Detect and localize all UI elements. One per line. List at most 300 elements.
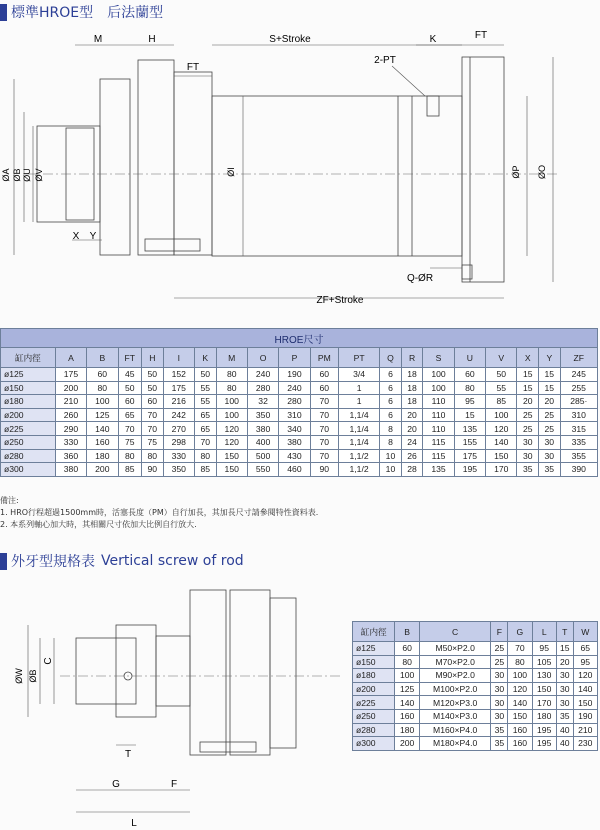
rod-table-cell: 140	[395, 696, 419, 710]
hroe-table-cell: 90	[310, 463, 338, 477]
hroe-table-cell: 380	[279, 435, 310, 449]
hroe-table-cell: 1,1/4	[339, 408, 380, 422]
hroe-table-cell: 70	[310, 422, 338, 436]
title-bar-marker	[0, 4, 7, 21]
dim-zf-label: ZF+Stroke	[316, 295, 364, 306]
dim-w-label: ØW	[14, 668, 24, 684]
rod-table-cell: 150	[508, 709, 532, 723]
hroe-table-cell: 150	[216, 463, 247, 477]
hroe-table-cell: 70	[310, 408, 338, 422]
dim-t-label: T	[124, 749, 132, 760]
hroe-table-cell: 50	[194, 368, 216, 382]
hroe-table-cell: 1	[339, 395, 380, 409]
hroe-table-cell: 1,1/2	[339, 463, 380, 477]
hroe-table-cell: 125	[87, 408, 118, 422]
hroe-table-cell: 90	[142, 463, 164, 477]
hroe-table-header-cell: X	[517, 348, 539, 368]
hroe-table-body	[1, 368, 598, 477]
rod-table-header-cell: T	[556, 622, 573, 642]
hroe-table-cell: 335	[560, 435, 597, 449]
rod-subtitle: Vertical screw of rod	[101, 553, 244, 569]
hroe-table-cell: 75	[118, 435, 142, 449]
hroe-table-cell: 15	[454, 408, 485, 422]
hroe-table-cell: 285·	[560, 395, 597, 409]
rod-table-cell: M100×P2.0	[419, 682, 491, 696]
hroe-table-cell: 60	[142, 395, 164, 409]
hroe-table-cell: 135	[423, 463, 454, 477]
hroe-table-cell: 55	[194, 381, 216, 395]
rod-table-cell: 80	[508, 655, 532, 669]
hroe-table-cell: 80	[216, 381, 247, 395]
hroe-table-cell: 100	[423, 368, 454, 382]
rod-table-header-cell: C	[419, 622, 491, 642]
hroe-table-cell: 55	[194, 395, 216, 409]
hroe-table-header-cell: I	[163, 348, 194, 368]
tie-rod-bolt-2	[200, 742, 256, 752]
dim-f-label: F	[170, 779, 178, 790]
rod-table-cell: 100	[508, 669, 532, 683]
hroe-table-row	[1, 435, 598, 449]
hroe-table-header-cell: 缸内徑	[1, 348, 56, 368]
hroe-table-header-cell: P	[279, 348, 310, 368]
hroe-table-cell: 240	[247, 368, 278, 382]
dim-h-label: H	[148, 34, 156, 45]
rod-table-cell: 195	[532, 723, 556, 737]
rod-table-cell: 30	[556, 682, 573, 696]
hroe-table-cell: 1	[339, 381, 380, 395]
hroe-table-header-cell: R	[401, 348, 423, 368]
rod-table-cell: 70	[508, 642, 532, 656]
hroe-table-cell: 500	[247, 449, 278, 463]
note-item: 1. HRO行程超過1500mm時，活塞長度（PM）自行加長，其加長尺寸請參閱特性資料表.	[0, 508, 319, 517]
rod-table-cell: 140	[573, 682, 597, 696]
rod-table-cell: 40	[556, 723, 573, 737]
hroe-table-header-cell: ZF	[560, 348, 597, 368]
hroe-table-cell: 360	[55, 449, 86, 463]
dim-l-label: L	[131, 818, 137, 829]
hroe-table-cell: 15	[517, 381, 539, 395]
hroe-table-cell: 110	[423, 422, 454, 436]
hroe-table-header-cell: V	[486, 348, 517, 368]
hroe-table-cell: 140	[87, 422, 118, 436]
rod-table-row	[353, 682, 598, 696]
rod-table-cell: 30	[556, 669, 573, 683]
hroe-table-cell: 175	[163, 381, 194, 395]
rod-table-header-cell: G	[508, 622, 532, 642]
rod-table-cell: 180	[532, 709, 556, 723]
rod-table-header-cell: F	[491, 622, 508, 642]
hroe-table-cell: 6	[380, 381, 402, 395]
hroe-table-caption: HROE尺寸	[1, 329, 598, 348]
rod-table-cell: 25	[491, 655, 508, 669]
hroe-table-cell: 315	[560, 422, 597, 436]
rod-table-cell: 170	[532, 696, 556, 710]
hroe-table-cell: 400	[247, 435, 278, 449]
hroe-table-cell: 340	[279, 422, 310, 436]
rod-table-cell: 160	[508, 723, 532, 737]
rod-table-row	[353, 655, 598, 669]
rod-table-cell: M90×P2.0	[419, 669, 491, 683]
dim-m-label: M	[93, 34, 103, 45]
rod-table-cell: M120×P3.0	[419, 696, 491, 710]
section-title-hroe	[0, 1, 163, 23]
hroe-table-cell: 60	[310, 381, 338, 395]
rod-table-cell: 130	[532, 669, 556, 683]
hroe-table-row	[1, 408, 598, 422]
hroe-table-cell: 85	[194, 463, 216, 477]
rod-table-body	[353, 642, 598, 751]
rear-flange	[462, 57, 504, 282]
hroe-subtitle: 后法蘭型	[107, 5, 164, 21]
hroe-dimension-table	[0, 328, 598, 477]
hroe-table-cell: 20	[401, 422, 423, 436]
rod-table-cell: M160×P4.0	[419, 723, 491, 737]
hroe-table-cell: 120	[486, 422, 517, 436]
hroe-table-cell: 115	[423, 449, 454, 463]
hroe-table-cell: 80	[87, 381, 118, 395]
rod-table-cell: 35	[556, 709, 573, 723]
hroe-table-header-cell: PT	[339, 348, 380, 368]
hroe-table-cell: 45	[118, 368, 142, 382]
hroe-table-header-cell: O	[247, 348, 278, 368]
rod-table-cell: 60	[395, 642, 419, 656]
dim-x-label: X	[72, 231, 80, 242]
hroe-table-cell: 160	[87, 435, 118, 449]
rod-table-row	[353, 709, 598, 723]
rod-table-cell: 160	[508, 737, 532, 751]
rod-table-cell: 80	[395, 655, 419, 669]
title-bar-marker	[0, 553, 7, 570]
dim-y-label: Y	[89, 231, 97, 242]
hroe-table-header-cell: PM	[310, 348, 338, 368]
cylinder-body	[270, 598, 296, 748]
hroe-table-cell: 350	[247, 408, 278, 422]
hroe-table-cell: 25	[517, 408, 539, 422]
hroe-table-cell: 290	[55, 422, 86, 436]
hroe-table-cell: 70	[142, 422, 164, 436]
hroe-table-cell: 390	[560, 463, 597, 477]
hroe-table-cell: 355	[560, 449, 597, 463]
hroe-table-header-cell: Y	[539, 348, 561, 368]
rod-table-cell: 210	[573, 723, 597, 737]
hroe-table-cell: 200	[87, 463, 118, 477]
dim-2pt-label: 2-PT	[374, 55, 396, 66]
hroe-table-cell: 35	[539, 463, 561, 477]
rod-table-cell: 15	[556, 642, 573, 656]
hroe-table-cell: 190	[279, 368, 310, 382]
rod-table-cell: 190	[573, 709, 597, 723]
hroe-table-cell: 8	[380, 422, 402, 436]
rod-table-cell: ø225	[353, 696, 395, 710]
rod-screw-table	[352, 621, 598, 751]
hroe-table-cell: 35	[517, 463, 539, 477]
rod-table-cell: 35	[491, 723, 508, 737]
hroe-table-cell: 135	[454, 422, 485, 436]
hroe-table-cell: 18	[401, 395, 423, 409]
hroe-table-cell: 150	[216, 449, 247, 463]
rod-table-cell: ø250	[353, 709, 395, 723]
hroe-table-cell: 20	[539, 395, 561, 409]
rod-table-cell: 125	[395, 682, 419, 696]
hroe-table-cell: 3/4	[339, 368, 380, 382]
rod-table-cell: ø150	[353, 655, 395, 669]
dim-stroke-label: S+Stroke	[269, 34, 311, 45]
hroe-table-cell: 120	[216, 435, 247, 449]
hroe-table-header-cell: U	[454, 348, 485, 368]
rod-table-cell: 180	[395, 723, 419, 737]
dim-ft-mid-label: FT	[186, 62, 200, 73]
hroe-table-cell: 242	[163, 408, 194, 422]
hroe-table-cell: 26	[401, 449, 423, 463]
hroe-table-cell: 50	[142, 381, 164, 395]
hroe-table-cell: 100	[216, 408, 247, 422]
rod-table-cell: 30	[491, 696, 508, 710]
hroe-table-cell: 100	[87, 395, 118, 409]
hroe-table-cell: 85	[486, 395, 517, 409]
hroe-table-cell: 70	[310, 435, 338, 449]
hroe-table-cell: 255	[560, 381, 597, 395]
rod-table-row	[353, 696, 598, 710]
dim-p-label: ØP	[511, 165, 521, 179]
dim-c-label: C	[43, 657, 54, 665]
hroe-table-cell: 70	[194, 435, 216, 449]
rod-table-cell: 195	[532, 737, 556, 751]
rod-table-cell: 150	[573, 696, 597, 710]
hroe-table-row	[1, 395, 598, 409]
hroe-table-cell: 200	[55, 381, 86, 395]
notes-block	[0, 495, 318, 531]
hroe-table-cell: 245	[560, 368, 597, 382]
hroe-table-cell: ø250	[1, 435, 56, 449]
hroe-table-cell: 195	[454, 463, 485, 477]
rod-table-cell: ø300	[353, 737, 395, 751]
port-2pt	[427, 96, 439, 116]
rod-table-cell: 140	[508, 696, 532, 710]
hroe-table-cell: 20	[401, 408, 423, 422]
hroe-table-cell: 70	[142, 408, 164, 422]
rod-table-header-row	[353, 622, 598, 642]
rod-table-cell: 30	[491, 682, 508, 696]
hroe-table-cell: 280	[279, 395, 310, 409]
hroe-table-cell: 430	[279, 449, 310, 463]
hroe-table-cell: 298	[163, 435, 194, 449]
rod-screw-drawing	[0, 580, 345, 830]
hroe-table-cell: 70	[118, 422, 142, 436]
hroe-table-cell: 170	[486, 463, 517, 477]
hroe-table-cell: 550	[247, 463, 278, 477]
hroe-cylinder-drawing	[0, 24, 600, 324]
hroe-table-cell: 20	[517, 395, 539, 409]
hroe-table-row	[1, 422, 598, 436]
hroe-table-cell: 50	[486, 368, 517, 382]
hroe-table-cell: 60	[118, 395, 142, 409]
hroe-table-cell: 380	[247, 422, 278, 436]
dim-k-label: K	[429, 34, 437, 45]
hroe-table-cell: 80	[216, 368, 247, 382]
hroe-table-cell: 210	[55, 395, 86, 409]
section-title-rod	[0, 550, 244, 572]
dim-u-label: ØU	[22, 168, 32, 182]
hroe-table-header-cell: S	[423, 348, 454, 368]
hroe-table-cell: 80	[142, 449, 164, 463]
rod-table-cell: ø200	[353, 682, 395, 696]
hroe-table-cell: 65	[194, 408, 216, 422]
hroe-table-cell: 8	[380, 435, 402, 449]
notes-heading: 備注:	[0, 496, 19, 505]
rod-table-cell: ø280	[353, 723, 395, 737]
hroe-table-header-cell: A	[55, 348, 86, 368]
rod-table-header-cell: W	[573, 622, 597, 642]
rod-collar	[156, 636, 190, 706]
hroe-table-cell: 15	[539, 368, 561, 382]
hroe-table-cell: 1,1/4	[339, 422, 380, 436]
hroe-table-cell: 1,1/4	[339, 435, 380, 449]
rod-table-cell: 95	[573, 655, 597, 669]
hroe-table-cell: 25	[539, 422, 561, 436]
rod-table-cell: 65	[573, 642, 597, 656]
rod-table-cell: 230	[573, 737, 597, 751]
hroe-table-cell: 30	[539, 449, 561, 463]
hroe-table-cell: 60	[310, 368, 338, 382]
head-plate	[174, 72, 212, 255]
hroe-table-cell: 120	[216, 422, 247, 436]
hroe-table-cell: 260	[55, 408, 86, 422]
hroe-table-header-cell: FT	[118, 348, 142, 368]
dim-qr-label: Q-ØR	[406, 273, 434, 284]
dim-g-label: G	[112, 779, 120, 790]
hroe-table-cell: 60	[454, 368, 485, 382]
rod-table-cell: 160	[395, 709, 419, 723]
hroe-table-cell: 380	[55, 463, 86, 477]
hroe-table-header-cell: Q	[380, 348, 402, 368]
rod-table-cell: ø180	[353, 669, 395, 683]
hroe-table-cell: 10	[380, 463, 402, 477]
hroe-table-header-row	[1, 348, 598, 368]
rod-table-header-cell: L	[532, 622, 556, 642]
hroe-table-cell: 80	[118, 449, 142, 463]
dim-i-label: ØI	[226, 167, 236, 177]
hroe-table-cell: 100	[486, 408, 517, 422]
dim-ft-top-label: FT	[474, 30, 488, 41]
hroe-table-cell: 175	[454, 449, 485, 463]
hroe-table-header-cell: B	[87, 348, 118, 368]
hroe-table-cell: 65	[118, 408, 142, 422]
rod-table-cell: ø125	[353, 642, 395, 656]
hroe-table-cell: 110	[423, 408, 454, 422]
hroe-table-cell: 95	[454, 395, 485, 409]
rod-table-cell: 20	[556, 655, 573, 669]
hroe-table-cell: 152	[163, 368, 194, 382]
rod-table-cell: 120	[508, 682, 532, 696]
hroe-table-cell: 85	[118, 463, 142, 477]
hroe-table-cell: 240	[279, 381, 310, 395]
hroe-table-cell: 350	[163, 463, 194, 477]
rod-table-cell: 30	[556, 696, 573, 710]
rod-table-row	[353, 669, 598, 683]
rod-table-header-cell: B	[395, 622, 419, 642]
rod-table-cell: 105	[532, 655, 556, 669]
hroe-table-cell: 6	[380, 368, 402, 382]
rod-table-cell: 25	[491, 642, 508, 656]
rod-table-cell: 40	[556, 737, 573, 751]
hroe-table-row	[1, 368, 598, 382]
hroe-table-cell: ø280	[1, 449, 56, 463]
tie-rod-bolt	[145, 239, 200, 251]
hroe-table-cell: 280	[247, 381, 278, 395]
hroe-table-cell: 75	[142, 435, 164, 449]
hroe-table-cell: 18	[401, 368, 423, 382]
rod-table-cell: 30	[491, 669, 508, 683]
rod-title: 外牙型規格表	[11, 554, 95, 570]
hroe-table-header-cell: K	[194, 348, 216, 368]
hroe-table-cell: ø125	[1, 368, 56, 382]
hroe-table-cell: ø150	[1, 381, 56, 395]
rod-table-cell: M140×P3.0	[419, 709, 491, 723]
dim-a-label: ØA	[1, 168, 11, 182]
hroe-table-cell: 70	[310, 395, 338, 409]
hroe-table-cell: 65	[194, 422, 216, 436]
hroe-table-cell: 110	[423, 395, 454, 409]
hroe-table-cell: 460	[279, 463, 310, 477]
hroe-table-header-cell: H	[142, 348, 164, 368]
hroe-table-cell: 10	[380, 449, 402, 463]
hroe-table-cell: 28	[401, 463, 423, 477]
hroe-table-cell: 25	[539, 408, 561, 422]
hroe-table-cell: 100	[423, 381, 454, 395]
hroe-table-cell: 15	[539, 381, 561, 395]
hroe-table-header-cell: M	[216, 348, 247, 368]
hroe-table-cell: 30	[539, 435, 561, 449]
rod-table-row	[353, 723, 598, 737]
hroe-table-row	[1, 381, 598, 395]
hroe-table-cell: 1,1/2	[339, 449, 380, 463]
hroe-table-row	[1, 463, 598, 477]
hroe-table-cell: ø180	[1, 395, 56, 409]
hroe-table-cell: 180	[87, 449, 118, 463]
hroe-table-row	[1, 449, 598, 463]
dim-o-label: ØO	[537, 164, 547, 180]
hroe-table-cell: 55	[486, 381, 517, 395]
hroe-table-cell: 310	[279, 408, 310, 422]
hroe-table-cell: 330	[55, 435, 86, 449]
rod-table-cell: 200	[395, 737, 419, 751]
hroe-table-cell: 80	[454, 381, 485, 395]
hroe-table-cell: 25	[517, 422, 539, 436]
hroe-table-cell: 270	[163, 422, 194, 436]
rod-table-cell: 100	[395, 669, 419, 683]
threaded-rod-end	[76, 638, 136, 704]
dim-v-label: ØV	[34, 168, 44, 182]
hroe-table-cell: 50	[118, 381, 142, 395]
hroe-table-cell: 50	[142, 368, 164, 382]
rod-table-row	[353, 642, 598, 656]
hroe-table-cell: 175	[55, 368, 86, 382]
rod-table-cell: M50×P2.0	[419, 642, 491, 656]
rod-table-cell: 150	[532, 682, 556, 696]
hroe-table-cell: 150	[486, 449, 517, 463]
hroe-table-cell: ø300	[1, 463, 56, 477]
hroe-table-cell: 60	[87, 368, 118, 382]
hroe-table-cell: 100	[216, 395, 247, 409]
rod-table-row	[353, 737, 598, 751]
front-flange	[138, 60, 174, 255]
rod-table-cell: M70×P2.0	[419, 655, 491, 669]
hroe-table-cell: 32	[247, 395, 278, 409]
dim-b-label: ØB	[12, 168, 22, 182]
head-flange	[190, 590, 226, 755]
hroe-table-cell: 6	[380, 408, 402, 422]
hroe-table-cell: 30	[517, 449, 539, 463]
